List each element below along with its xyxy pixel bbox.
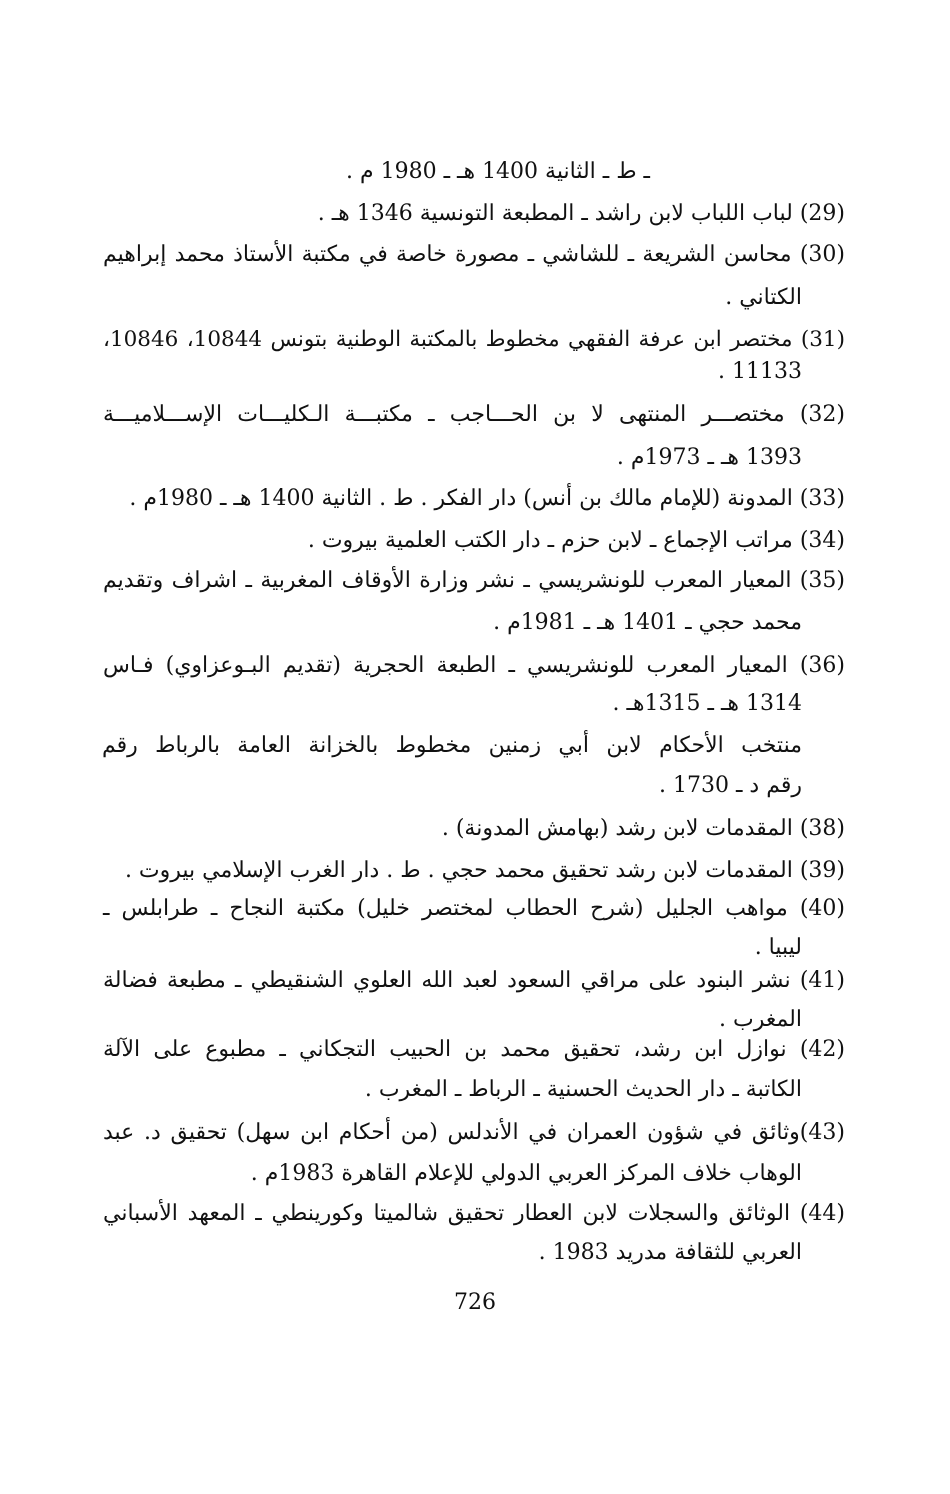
entry-42-line-2: الكاتبة ـ دار الحديث الحسنية ـ الرباط ـ المغرب .: [364, 1077, 802, 1102]
entry-31-line-1: (31) مختصر ابن عرفة الفقهي مخطوط بالمكتبة الوطنية بتونس 10844، 10846،: [103, 327, 845, 352]
entry-41-line-2: المغرب .: [719, 1007, 802, 1032]
entry-32-line-2: 1393 هـ ـ 1973م .: [616, 445, 802, 470]
entry-43-line-1: (43)وثائق في شؤون العمران في الأندلس (من أحكام ابن سهل) تحقيق د. عبد: [103, 1120, 845, 1145]
entry-40-line-1: (40) مواهب الجليل (شرح الحطاب لمختصر خليل) مكتبة النجاح ـ طرابلس ـ: [103, 896, 845, 921]
entry-33: (33) المدونة (للإمام مالك بن أنس) دار الفكر . ط . الثانية 1400 هـ ـ 1980م .: [129, 486, 845, 511]
entry-43-line-2: الوهاب خلاف المركز العربي الدولي للإعلام القاهرة 1983م .: [250, 1161, 802, 1186]
entry-37-line-2: رقم د ـ 1730 .: [658, 773, 802, 798]
entry-36-line-1: (36) المعيار المعرب للونشريسي ـ الطبعة الحجرية (تقديم البـوعزاوي) فـاس: [103, 653, 845, 678]
entry-41-line-1: (41) نشر البنود على مراقي السعود لعبد الله العلوي الشنقيطي ـ مطبعة فضالة: [103, 968, 845, 993]
entry-35-line-2: محمد حجي ـ 1401 هـ ـ 1981م .: [493, 610, 802, 635]
entry-44-line-1: (44) الوثائق والسجلات لابن العطار تحقيق شالميتا وكورينطي ـ المعهد الأسباني: [103, 1201, 846, 1226]
page-number: 726: [454, 1290, 496, 1315]
entry-39: (39) المقدمات لابن رشد تحقيق محمد حجي . ط . دار الغرب الإسلامي بيروت .: [124, 858, 845, 883]
entry-34: (34) مراتب الإجماع ـ لابن حزم ـ دار الكتب العلمية بيروت .: [307, 528, 845, 553]
entry-38: (38) المقدمات لابن رشد (بهامش المدونة) .: [441, 816, 845, 841]
entry-31-line-2: 11133 .: [718, 359, 802, 384]
text-line-continuation-28: ـ ط ـ الثانية 1400 هـ ـ 1980 م .: [345, 159, 650, 184]
entry-44-line-2: العربي للثقافة مدريد 1983 .: [538, 1240, 802, 1265]
entry-35-line-1: (35) المعيار المعرب للونشريسي ـ نشر وزارة الأوقاف المغربية ـ اشراف وتقديم: [103, 568, 845, 593]
entry-29: (29) لباب اللباب لابن راشد ـ المطبعة التونسية 1346 هـ .: [317, 201, 845, 226]
entry-30-line-2: الكتاني .: [725, 285, 802, 310]
entry-42-line-1: (42) نوازل ابن رشد، تحقيق محمد بن الحبيب التجكاني ـ مطبوع على الآلة: [103, 1037, 845, 1062]
entry-36-line-2: 1314 هـ ـ 1315هـ .: [612, 691, 802, 716]
entry-30-line-1: (30) محاسن الشريعة ـ للشاشي ـ مصورة خاصة في مكتبة الأستاذ محمد إبراهيم: [103, 242, 845, 267]
entry-32-line-1: (32) مختصـــر المنتهى لا بن الحـــاجب ـ مكتبـــة الـكليـــات الإســـلاميـــة: [103, 402, 845, 427]
entry-40-line-2: ليبيا .: [754, 935, 802, 960]
entry-37-line-1: منتخب الأحكام لابن أبي زمنين مخطوط بالخزانة العامة بالرباط رقم: [102, 733, 802, 758]
